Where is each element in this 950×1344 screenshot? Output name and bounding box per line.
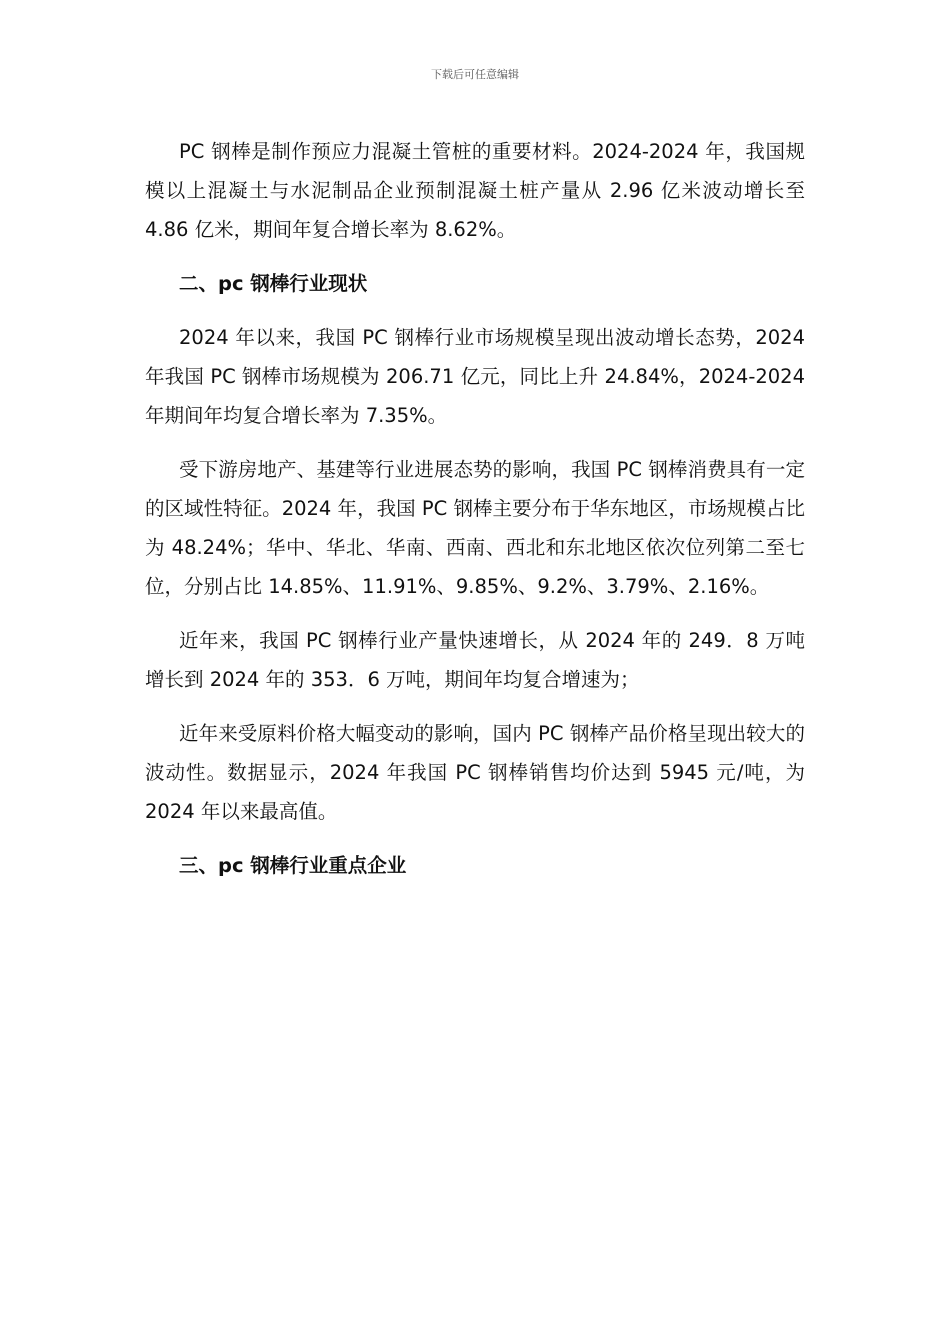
paragraph-intro: PC 钢棒是制作预应力混凝土管桩的重要材料。2024-2024 年，我国规模以上混凝土与水泥制品企业预制混凝土桩产量从 2.96 亿米波动增长至 4.86 亿米，期间年复合增长率为 8.62%。: [145, 140, 805, 241]
paragraph-price: 近年来受原料价格大幅变动的影响，国内 PC 钢棒产品价格呈现出较大的波动性。数据显示，2024 年我国 PC 钢棒销售均价达到 5945 元/吨，为 2024 年以来最高值。: [145, 722, 805, 823]
section-heading-status: 二、pc 钢棒行业现状: [179, 272, 368, 295]
paragraph-market-size: 2024 年以来，我国 PC 钢棒行业市场规模呈现出波动增长态势，2024 年我国 PC 钢棒市场规模为 206.71 亿元，同比上升 24.84%，2024-2024 年期间年均复合增长率为 7.35%。: [145, 326, 805, 427]
section-heading-key-companies: 三、pc 钢棒行业重点企业: [179, 854, 407, 877]
header-note: 下载后可任意编辑: [431, 68, 519, 81]
paragraph-regional-distribution: 受下游房地产、基建等行业进展态势的影响，我国 PC 钢棒消费具有一定的区域性特征。2024 年，我国 PC 钢棒主要分布于华东地区，市场规模占比为 48.24%；华中、华北、华南、西南、西北和东北地区依次位列第二至七位，分别占比 14.85%、11.91%、9.85%、9.2%、3.79%、2.16%。: [145, 458, 805, 598]
document-body: [145, 132, 805, 900]
paragraph-production: 近年来，我国 PC 钢棒行业产量快速增长，从 2024 年的 249．8 万吨增长到 2024 年的 353．6 万吨，期间年均复合增速为；: [145, 629, 805, 691]
